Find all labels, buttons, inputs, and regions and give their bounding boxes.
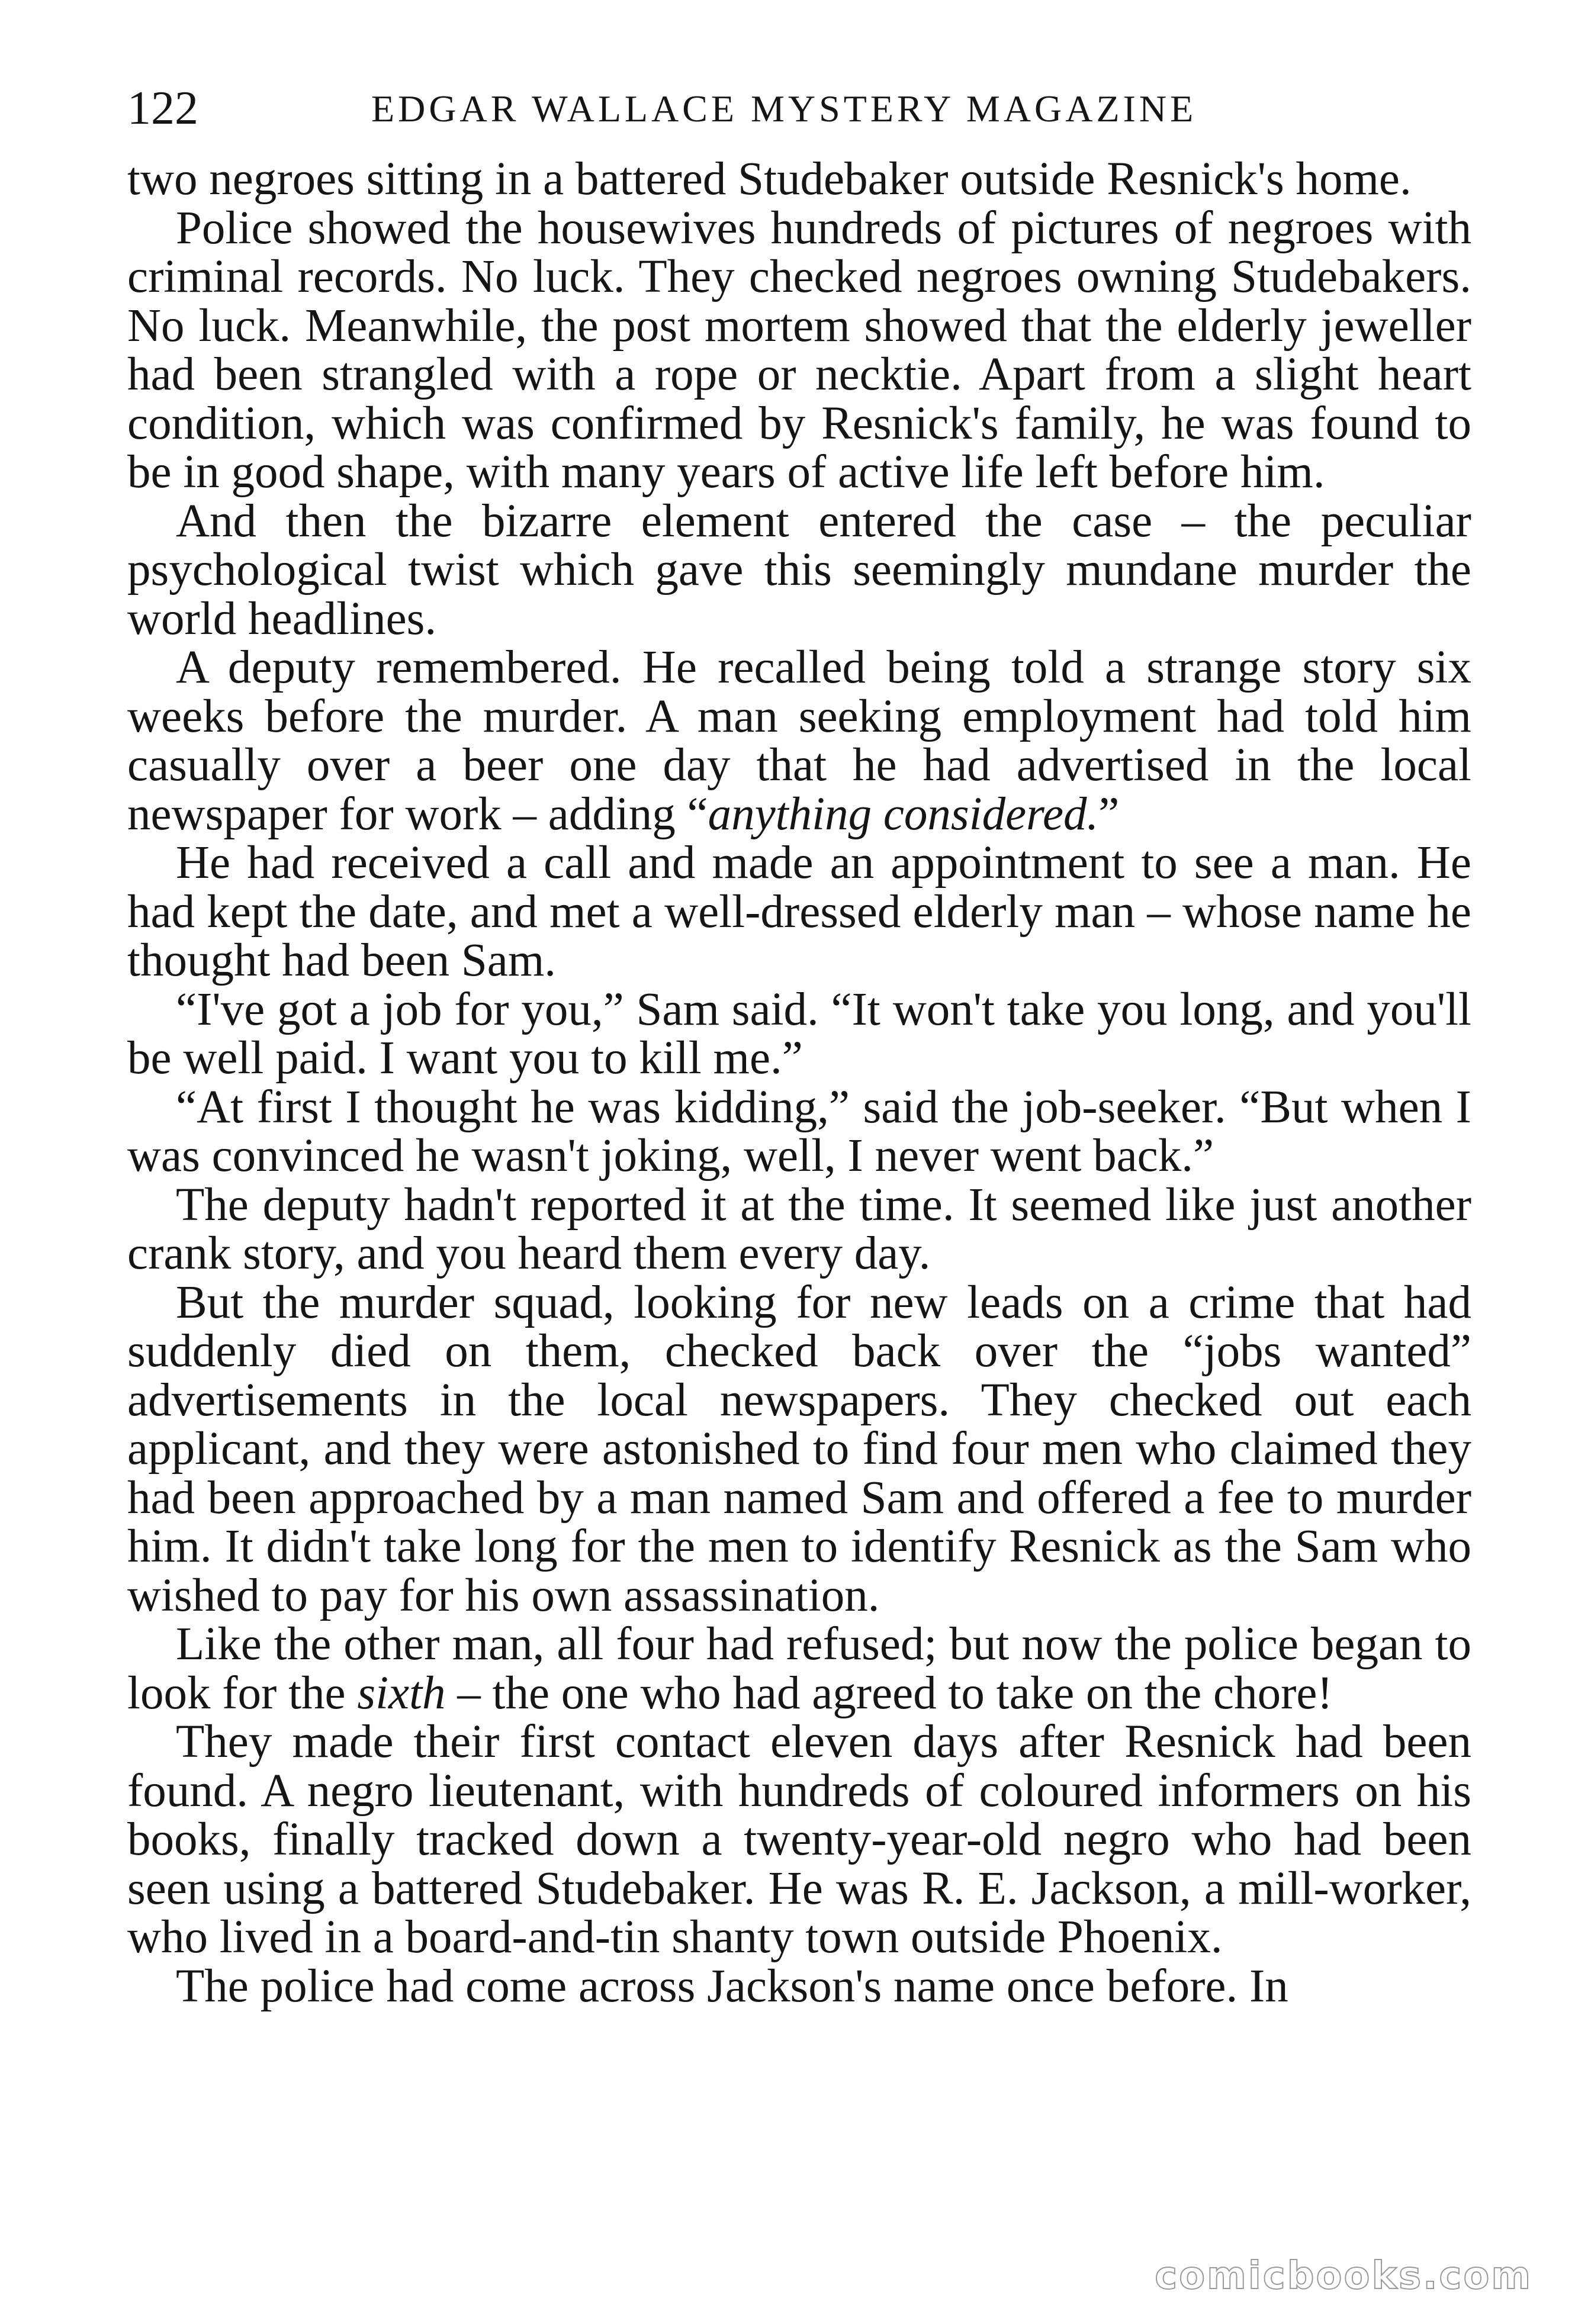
paragraph: Police showed the housewives hundreds of pictures of negroes with criminal records. No luck. They checked negroes owning Studebakers. No luck. Meanwhile, the post mortem showed that the elderly jeweller had been strangled with a rope or necktie. Apart from a slight heart condition, which was confirmed by Resnick's family, he was found to be in good shape, with many years of active life left before him. xyxy=(127,202,1471,498)
watermark: comicbooks.com xyxy=(1155,2254,1532,2298)
paragraph: A deputy remembered. He recalled being told a strange story six weeks before the murder. A man seeking employment had told him casually over a beer one day that he had advertised in the local newspaper for work – adding “anything considered.” xyxy=(127,642,1471,840)
emphasis-text: anything considered. xyxy=(708,788,1099,840)
running-head xyxy=(127,76,1471,141)
paragraph: “I've got a job for you,” Sam said. “It won't take you long, and you'll be well paid. I want you to kill me.” xyxy=(127,983,1471,1084)
paragraph: And then the bizarre element entered the case – the peculiar psychological twist which gave this seemingly mundane murder the world headlines. xyxy=(127,495,1471,645)
paragraph: The police had come across Jackson's name once before. In xyxy=(176,1960,1288,2012)
paragraph: He had received a call and made an appointment to see a man. He had kept the date, and met a well-dressed elderly man – whose name he thought had been Sam. xyxy=(127,837,1471,986)
paragraph: But the murder squad, looking for new leads on a crime that had suddenly died on them, checked back over the “jobs wanted” advertisements in the local newspapers. They checked out each applicant, and they were astonished to find four men who claimed they had been approached by a man named Sam and offered a fee to murder him. It didn't take long for the men to identify Resnick as the Sam who wished to pay for his own assassination. xyxy=(127,1276,1471,1621)
paragraph: They made their first contact eleven days after Resnick had been found. A negro lieutenant, with hundreds of coloured informers on his books, finally tracked down a twenty-year-old negro who had been seen using a battered Studebaker. He was R. E. Jackson, a mill-worker, who lived in a board-and-tin shanty town outside Phoenix. xyxy=(127,1716,1471,1963)
paragraph: Like the other man, all four had refused; but now the police began to look for the sixth – the one who had agreed to take on the chore! xyxy=(127,1618,1471,1719)
magazine-title: EDGAR WALLACE MYSTERY MAGAZINE xyxy=(371,88,1197,130)
paragraph: The deputy hadn't reported it at the time. It seemed like just another crank story, and you heard them every day. xyxy=(127,1179,1471,1279)
article-body xyxy=(127,155,1471,2011)
emphasis-text: sixth xyxy=(357,1667,446,1719)
paragraph: “At first I thought he was kidding,” said the job-seeker. “But when I was convinced he wasn't joking, well, I never went back.” xyxy=(127,1081,1471,1182)
paragraph: two negroes sitting in a battered Studebaker outside Resnick's home. xyxy=(127,153,1412,205)
page-number: 122 xyxy=(127,82,198,134)
